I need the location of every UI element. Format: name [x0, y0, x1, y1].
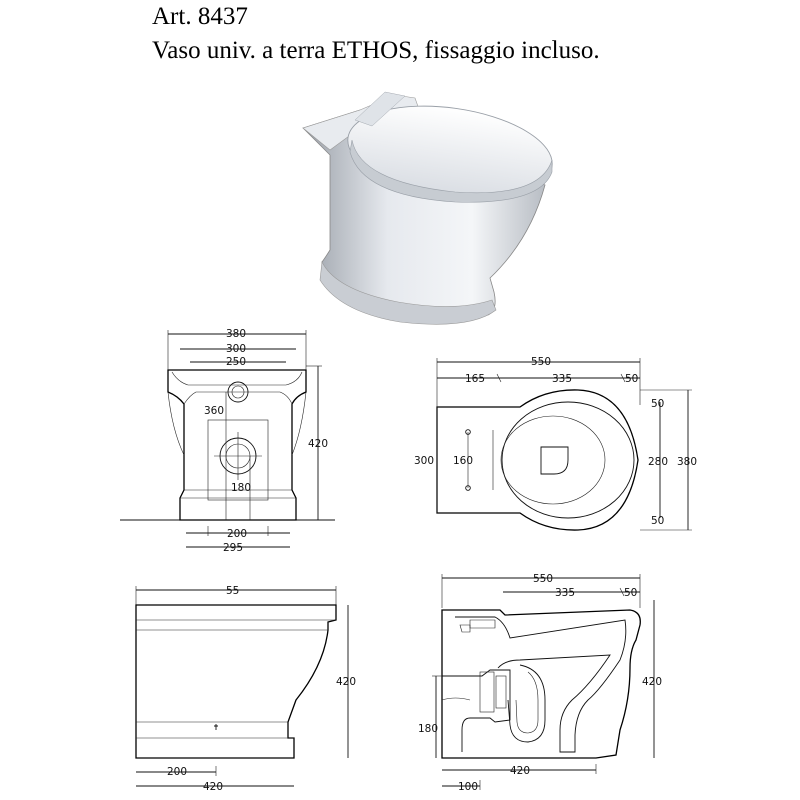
dim-550: 550 — [531, 356, 552, 368]
article-number: Art. 8437 — [152, 3, 248, 30]
side-view — [136, 585, 356, 793]
dim-50: 50 — [624, 587, 638, 599]
dim-250: 250 — [226, 356, 247, 368]
dim-420-h: 420 — [336, 676, 357, 688]
dim-420-h: 420 — [642, 676, 663, 688]
dim-50-a: 50 — [651, 398, 665, 410]
dim-180: 180 — [231, 482, 252, 494]
dim-165: 165 — [465, 373, 486, 385]
dim-160: 160 — [453, 455, 474, 467]
dim-380: 380 — [677, 456, 698, 468]
dim-335: 335 — [555, 587, 576, 599]
dim-335: 335 — [552, 373, 573, 385]
dim-300: 300 — [414, 455, 435, 467]
dim-300: 300 — [226, 343, 247, 355]
product-photo — [303, 92, 558, 324]
dim-50-b: 50 — [651, 515, 665, 527]
dim-180: 180 — [418, 723, 439, 735]
dim-280: 280 — [648, 456, 669, 468]
dim-50-top: 50 — [625, 373, 639, 385]
dim-100: 100 — [458, 781, 479, 793]
dim-200: 200 — [227, 528, 248, 540]
dim-550: 550 — [533, 573, 554, 585]
dim-420-w: 420 — [510, 765, 531, 777]
dim-420-w: 420 — [203, 781, 224, 793]
top-view — [414, 356, 697, 530]
dim-420: 420 — [308, 438, 329, 450]
dim-295: 295 — [223, 542, 244, 554]
dim-55: 55 — [226, 585, 240, 597]
section-view — [418, 573, 662, 793]
dim-380: 380 — [226, 328, 247, 340]
dim-360: 360 — [204, 405, 225, 417]
front-view — [120, 328, 335, 554]
dim-200: 200 — [167, 766, 188, 778]
product-description: Vaso univ. a terra ETHOS, fissaggio incluso. — [152, 37, 600, 64]
